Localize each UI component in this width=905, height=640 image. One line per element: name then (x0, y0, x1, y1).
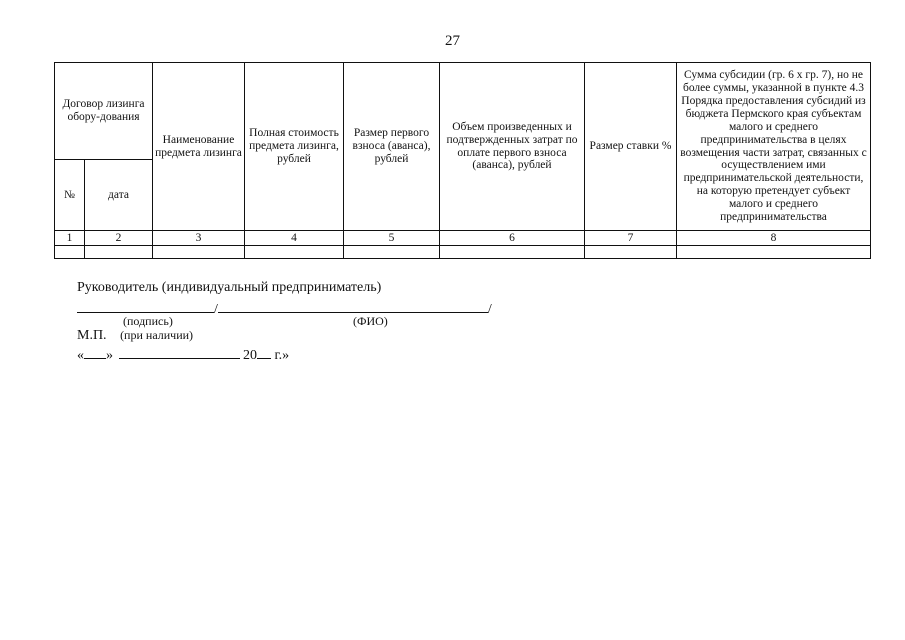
header-no: № (55, 160, 85, 231)
year-suffix: г.» (274, 348, 290, 363)
column-number: 5 (344, 231, 440, 246)
table-cell (85, 246, 153, 259)
day-blank (84, 346, 106, 359)
stamp-line (77, 328, 193, 344)
subsidy-table (54, 62, 871, 259)
header-date: дата (85, 160, 153, 231)
header-subsidy: Сумма субсидии (гр. 6 х гр. 7), но не более суммы, указанной в пункте 4.3 Порядка предоставления субсидий из бюджета Пермского края субъектам малого и среднего предпринимательства в целях возмещения части затрат, связанных с осуществлением ими предпринимательской деятельности, на которую претендует субъект малого и среднего предпринимательства (677, 63, 871, 231)
column-number: 1 (55, 231, 85, 246)
header-first-payment: Размер первого взноса (аванса), рублей (344, 63, 440, 231)
table-row (55, 246, 871, 259)
year-blank (257, 346, 271, 359)
table-cell (245, 246, 344, 259)
table-cell (344, 246, 440, 259)
table-cell (585, 246, 677, 259)
year-prefix: 20 (243, 348, 257, 363)
header-cost: Полная стоимость предмета лизинга, рублей (245, 63, 344, 231)
stamp-label: М.П. (77, 328, 107, 343)
header-row (55, 63, 871, 160)
date-close-quote: » (106, 348, 113, 363)
table-cell (440, 246, 585, 259)
fio-blank (218, 300, 488, 313)
column-number: 2 (85, 231, 153, 246)
column-number: 4 (245, 231, 344, 246)
column-number-row (55, 231, 871, 246)
stamp-note: (при наличии) (120, 328, 194, 342)
header-name: Наименование предмета лизинга (153, 63, 245, 231)
month-blank (119, 346, 240, 359)
header-volume: Объем произведенных и подтвержденных затрат по оплате первого взноса (аванса), рублей (440, 63, 585, 231)
table-cell (677, 246, 871, 259)
fio-label: (ФИО) (353, 314, 388, 328)
table-cell (153, 246, 245, 259)
header-contract: Договор лизинга обору-дования (55, 63, 153, 160)
column-number: 3 (153, 231, 245, 246)
column-number: 7 (585, 231, 677, 246)
header-rate: Размер ставки % (585, 63, 677, 231)
column-number: 6 (440, 231, 585, 246)
table-cell (55, 246, 85, 259)
signature-blank (77, 300, 214, 313)
signature-title: Руководитель (индивидуальный предприниматель) (77, 280, 382, 295)
date-line (77, 346, 289, 364)
page-number: 27 (445, 33, 460, 49)
separator: / (487, 302, 492, 317)
column-number: 8 (677, 231, 871, 246)
separator: / (214, 302, 218, 317)
signature-label: (подпись) (123, 314, 173, 328)
date-open-quote: « (77, 348, 84, 363)
